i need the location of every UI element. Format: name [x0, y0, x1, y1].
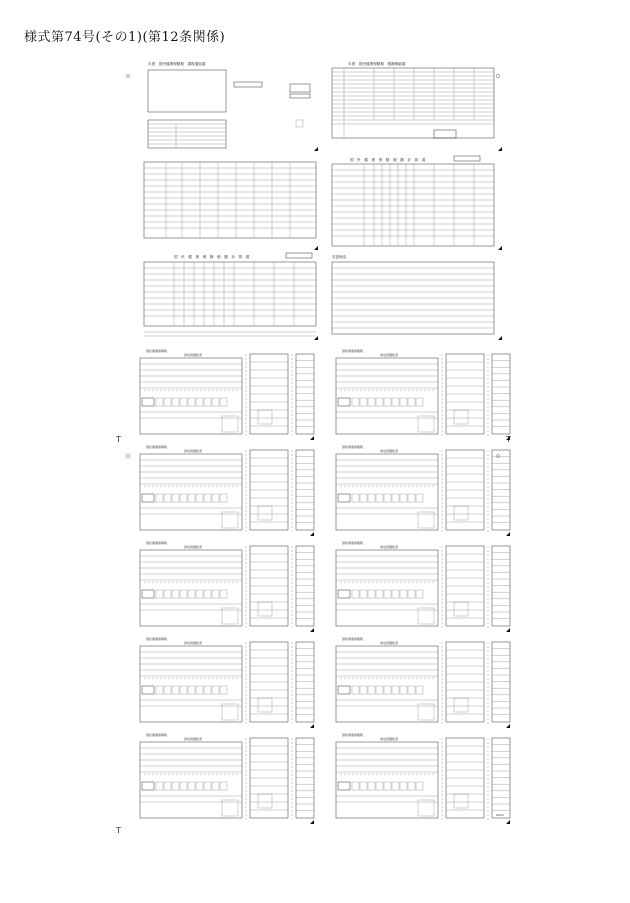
slip-header-left: 国民健康保険税	[342, 541, 364, 545]
payment-slip	[140, 444, 314, 536]
slip-header-left: 国民健康保険税	[342, 733, 364, 737]
slip-stamp-box	[418, 704, 434, 720]
slip-digit-box	[400, 686, 407, 694]
payment-slip	[140, 636, 314, 728]
slip-header-right: 領収済通知書	[380, 545, 399, 549]
slip-digit-box	[376, 590, 383, 598]
slip-digit-box	[220, 590, 227, 598]
slip-header-left: 国民健康保険税	[146, 733, 168, 737]
payment-slip	[140, 348, 314, 440]
footer-mark: 9mm	[496, 813, 504, 817]
slip-digit-box	[180, 494, 187, 502]
slip-header-left: 国民健康保険税	[342, 349, 364, 353]
slip-digit-box	[212, 782, 219, 790]
panel-notice-header: 年度 国民健康保険税 課税通知書	[148, 62, 206, 66]
slip-digit-box	[416, 494, 423, 502]
slip-header-left: 国民健康保険税	[342, 445, 364, 449]
slip-header-right: 領収済通知書	[184, 353, 203, 357]
slip-digit-box	[360, 686, 367, 694]
slip-digit-box	[352, 686, 359, 694]
slip-side-stub	[296, 738, 314, 818]
slip-digit-box	[156, 494, 163, 502]
slip-digit-box	[360, 590, 367, 598]
registration-marks	[115, 74, 511, 835]
slip-main-box	[140, 550, 242, 626]
slip-digit-box	[164, 782, 171, 790]
slip-digit-box	[220, 398, 227, 406]
panel-calc-lower	[144, 253, 318, 340]
slip-digit-box	[392, 494, 399, 502]
slip-digit-box	[384, 782, 391, 790]
slip-digit-box	[204, 590, 211, 598]
slip-digit-box	[172, 398, 179, 406]
slip-digit-box	[164, 590, 171, 598]
slip-header-right: 領収済通知書	[380, 449, 399, 453]
slip-digit-box	[392, 398, 399, 406]
slip-main-box	[336, 646, 438, 722]
slip-main-box	[140, 646, 242, 722]
slip-stub-stamp	[454, 410, 468, 424]
payment-slip	[140, 732, 314, 824]
slip-digit-box	[416, 398, 423, 406]
slip-digit-box	[360, 398, 367, 406]
slip-digit-box	[416, 782, 423, 790]
panel-change	[332, 254, 502, 340]
panel-detail-header: 年度 国民健康保険税 税額明細書	[348, 62, 406, 66]
slip-stamp-box	[418, 416, 434, 432]
slip-header-right: 領収済通知書	[184, 641, 203, 645]
slip-digit-box	[408, 686, 415, 694]
slip-main-box	[336, 550, 438, 626]
slip-digit-box	[392, 782, 399, 790]
slip-digit-box	[408, 494, 415, 502]
slip-digit-box	[156, 686, 163, 694]
slip-digit-box	[352, 782, 359, 790]
panel-calc-right-header: 国 民 健 康 保 険 税 額 計 算 書	[350, 158, 426, 162]
slip-stamp-box	[418, 608, 434, 624]
slip-digit-box	[196, 494, 203, 502]
slip-header-right: 領収済通知書	[380, 353, 399, 357]
slip-digit-box	[384, 686, 391, 694]
slip-digit-box	[188, 398, 195, 406]
slip-stub-stamp	[454, 794, 468, 808]
slip-digit-box	[392, 686, 399, 694]
panel-calc-left	[144, 162, 318, 250]
slip-main-box	[140, 742, 242, 818]
slip-digit-box	[172, 494, 179, 502]
slip-digit-box	[408, 398, 415, 406]
slip-digit-box	[204, 686, 211, 694]
slip-digit-box	[376, 686, 383, 694]
slip-side-stub	[296, 642, 314, 722]
slip-digit-box	[220, 494, 227, 502]
slip-side-stub	[492, 642, 510, 722]
slip-digit-box	[352, 398, 359, 406]
slip-header-left: 国民健康保険税	[146, 349, 168, 353]
slip-digit-box	[196, 398, 203, 406]
panel-calc-right	[332, 156, 502, 250]
slip-digit-box	[400, 782, 407, 790]
slip-digit-box	[180, 782, 187, 790]
slip-digit-box	[400, 590, 407, 598]
slip-header-left: 国民健康保険税	[342, 637, 364, 641]
slip-digit-box	[368, 686, 375, 694]
slip-stub-stamp	[258, 410, 272, 424]
slip-stub-stamp	[454, 506, 468, 520]
slip-digit-box	[180, 398, 187, 406]
slip-digit-box	[368, 590, 375, 598]
slip-digit-box	[188, 590, 195, 598]
payment-slip	[336, 540, 510, 632]
slip-stub-stamp	[258, 602, 272, 616]
slip-digit-box	[196, 782, 203, 790]
svg-text:T: T	[116, 826, 121, 835]
slip-side-stub	[296, 546, 314, 626]
slip-main-box	[140, 454, 242, 530]
slip-digit-box	[172, 686, 179, 694]
slip-digit-box	[172, 782, 179, 790]
payment-slips	[140, 348, 510, 824]
slip-stamp-box	[222, 608, 238, 624]
slip-digit-box	[360, 782, 367, 790]
slip-digit-box	[164, 494, 171, 502]
slip-digit-box	[384, 590, 391, 598]
change-reason-label: 変更理由	[332, 255, 347, 259]
slip-digit-box	[368, 398, 375, 406]
slip-header-right: 領収済通知書	[184, 545, 203, 549]
slip-digit-box	[368, 494, 375, 502]
slip-digit-box	[172, 590, 179, 598]
slip-side-stub	[492, 546, 510, 626]
slip-stamp-box	[222, 704, 238, 720]
slip-digit-box	[156, 398, 163, 406]
slip-main-box	[336, 742, 438, 818]
slip-side-stub	[492, 450, 510, 530]
slip-header-left: 国民健康保険税	[146, 445, 168, 449]
slip-digit-box	[408, 590, 415, 598]
slip-digit-box	[392, 590, 399, 598]
slip-side-stub	[492, 354, 510, 434]
slip-digit-box	[400, 398, 407, 406]
slip-digit-box	[164, 398, 171, 406]
form-sheet	[118, 58, 510, 833]
slip-digit-box	[400, 494, 407, 502]
slip-stub-stamp	[258, 698, 272, 712]
slip-digit-box	[376, 782, 383, 790]
slip-digit-box	[212, 686, 219, 694]
slip-stub-stamp	[454, 602, 468, 616]
slip-header-right: 領収済通知書	[184, 449, 203, 453]
slip-digit-box	[204, 494, 211, 502]
slip-stub-stamp	[258, 506, 272, 520]
slip-main-box	[336, 454, 438, 530]
slip-digit-box	[360, 494, 367, 502]
svg-text:T: T	[116, 435, 121, 444]
slip-main-box	[140, 358, 242, 434]
slip-header-right: 領収済通知書	[184, 737, 203, 741]
slip-stamp-box	[222, 416, 238, 432]
slip-digit-box	[212, 398, 219, 406]
payment-slip	[336, 444, 510, 536]
slip-digit-box	[384, 494, 391, 502]
slip-stamp-box	[222, 512, 238, 528]
slip-side-stub	[492, 738, 510, 818]
panel-detail	[332, 61, 502, 151]
slip-digit-box	[196, 590, 203, 598]
slip-digit-box	[180, 686, 187, 694]
slip-digit-box	[352, 494, 359, 502]
slip-side-stub	[296, 354, 314, 434]
slip-stub-stamp	[454, 698, 468, 712]
slip-main-box	[336, 358, 438, 434]
slip-header-right: 領収済通知書	[380, 737, 399, 741]
slip-digit-box	[352, 590, 359, 598]
payment-slip	[336, 348, 510, 440]
slip-stamp-box	[222, 800, 238, 816]
slip-digit-box	[180, 590, 187, 598]
slip-digit-box	[416, 590, 423, 598]
document-title: 様式第74号(その1)(第12条関係)	[24, 30, 226, 45]
payment-slip	[336, 732, 510, 824]
payment-slip	[336, 636, 510, 728]
slip-digit-box	[220, 782, 227, 790]
slip-stamp-box	[418, 800, 434, 816]
slip-header-left: 国民健康保険税	[146, 541, 168, 545]
slip-digit-box	[384, 398, 391, 406]
slip-digit-box	[196, 686, 203, 694]
slip-digit-box	[164, 686, 171, 694]
slip-digit-box	[368, 782, 375, 790]
slip-digit-box	[204, 782, 211, 790]
slip-digit-box	[376, 494, 383, 502]
slip-digit-box	[156, 782, 163, 790]
slip-digit-box	[212, 590, 219, 598]
slip-stamp-box	[418, 512, 434, 528]
slip-digit-box	[188, 782, 195, 790]
slip-digit-box	[416, 686, 423, 694]
payment-slip	[140, 540, 314, 632]
slip-header-right: 領収済通知書	[380, 641, 399, 645]
slip-side-stub	[296, 450, 314, 530]
slip-digit-box	[408, 782, 415, 790]
slip-digit-box	[220, 686, 227, 694]
slip-digit-box	[212, 494, 219, 502]
panel-calc-lower-header: 国 民 健 康 保 険 税 額 計 算 書	[174, 255, 250, 259]
panel-notice	[148, 61, 318, 151]
slip-digit-box	[376, 398, 383, 406]
slip-stub-stamp	[258, 794, 272, 808]
slip-digit-box	[188, 686, 195, 694]
slip-digit-box	[204, 398, 211, 406]
slip-header-left: 国民健康保険税	[146, 637, 168, 641]
slip-digit-box	[156, 590, 163, 598]
slip-digit-box	[188, 494, 195, 502]
